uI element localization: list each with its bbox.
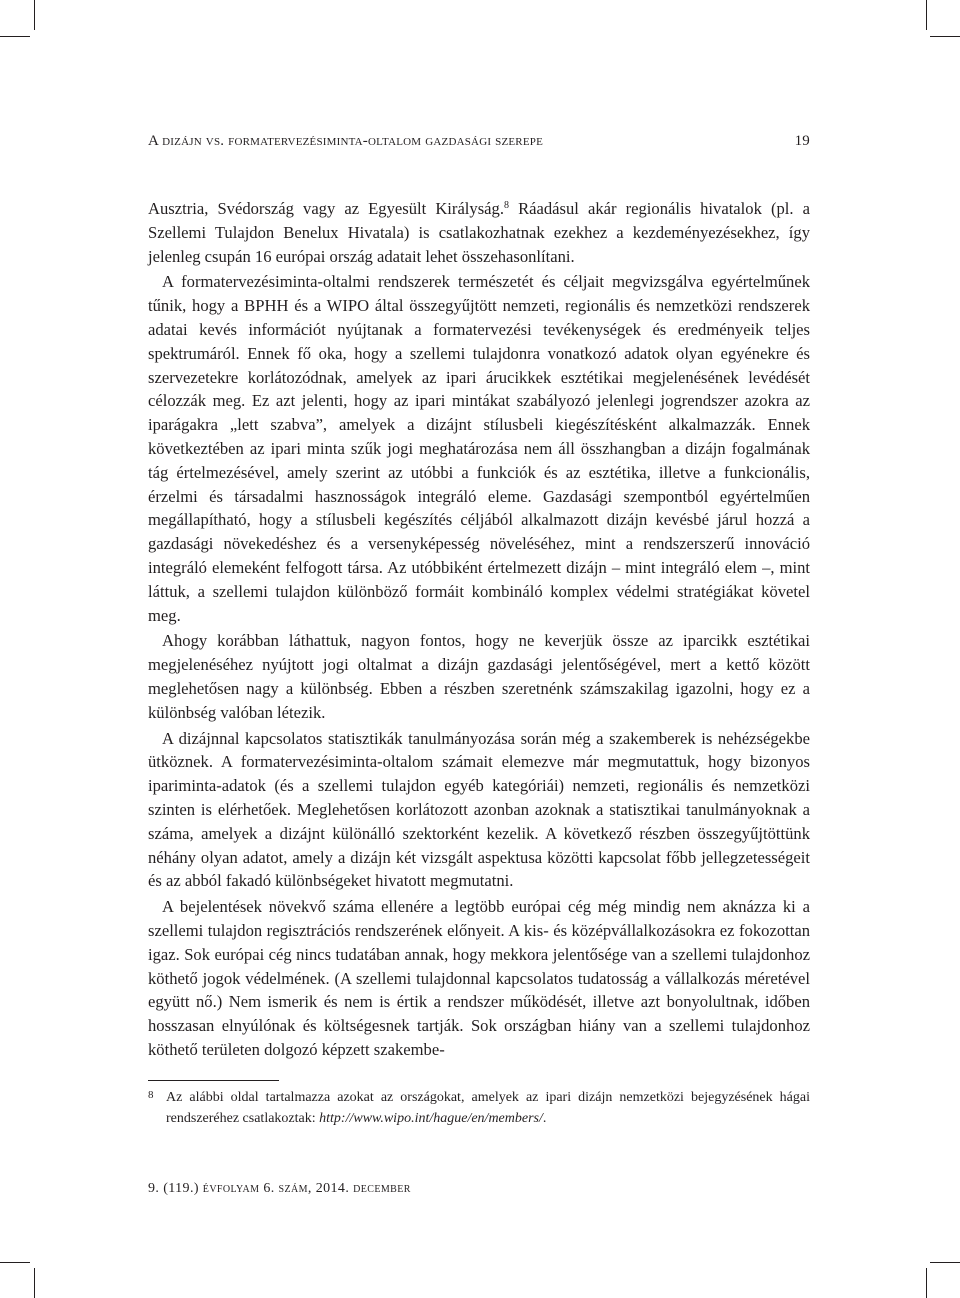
crop-mark xyxy=(34,0,35,30)
paragraph: A dizájnnal kapcsolatos statisztikák tanulmányozása során még a szakemberek is nehézségekbe ütköznek. A formatervezésiminta-oltalom számait elemezve már megmutattuk, hogy bizonyos ipariminta-adatok (és a szellemi tulajdon egyéb kategóriái) nemzeti, regionális és nemzetközi szinten is elérhetőek. Meglehetősen korlátozott azonban azoknak a statisztikai tanulmányoknak a száma, amelyek a dizájnt különálló szektorként kezelik. A következő részben összegyűjtöttünk néhány olyan adatot, amely a dizájn két vizsgált aspektusa közötti kapcsolat főbb jellegzetességeit és az abból fakadó különbségeket hivatott megmutatni. xyxy=(148,728,810,891)
crop-mark xyxy=(930,1262,960,1263)
paragraph-text: Ausztria, Svédország vagy az Egyesült Királyság. xyxy=(148,199,504,218)
paragraph: A bejelentések növekvő száma ellenére a legtöbb európai cég még mindig nem aknázza ki a szellemi tulajdon regisztrációs rendszerének előnyeit. A kis- és középvállalkozásokra ez fokozottan igaz. Sok európai cég nincs tudatában annak, hogy mekkora jelentősége van a szellemi tulajdonhoz köthető jogok védelmének. (A szellemi tulajdonnal kapcsolatos tudatosság a vállalkozás méretével együtt nő.) Nem ismerik és nem is értik a rendszer működését, illetve azt bonyolultnak, időben hosszasan elnyúlónak és költségesnek tartják. Sok országban hiány van a szellemi tulajdonhoz köthető területen dolgozó képzett szakembe- xyxy=(148,897,810,1059)
footnote-reference[interactable]: 8 xyxy=(503,200,509,211)
paragraph xyxy=(148,197,810,268)
crop-mark xyxy=(34,1268,35,1298)
footnote-end: . xyxy=(542,1111,547,1126)
crop-mark xyxy=(0,1262,30,1263)
footnote-number: 8 xyxy=(148,1089,154,1101)
running-head-title: A dizájn vs. formatervezésiminta-oltalom gazdasági szerepe xyxy=(148,133,543,149)
footnote xyxy=(148,1087,810,1129)
running-head xyxy=(148,133,810,155)
crop-mark xyxy=(926,0,927,30)
paragraph: Ahogy korábban láthattuk, nagyon fontos, hogy ne keverjük össze az iparcikk esztétikai megjelenéséhez nyújtott jogi oltalmat a dizájn gazdasági jelentőségével, mert a kettő között meglehetősen nagy a különbség. Ebben a részben szeretnénk számszakilag igazolni, hogy ez a különbség valóban létezik. xyxy=(148,631,810,722)
running-foot: 9. (119.) évfolyam 6. szám, 2014. december xyxy=(148,1181,411,1196)
crop-mark xyxy=(926,1268,927,1298)
crop-mark xyxy=(0,36,30,37)
footnote-link[interactable]: http://www.wipo.int/hague/en/members/ xyxy=(319,1111,543,1126)
paragraph-text: Ráadásul akár regionális hivatalok (pl. a Szellemi Tulajdon Benelux Hivatala) is csatlakozhatnak ezekhez a kezdeményezésekhez, így jelenleg csupán 16 európai ország adatait lehet összehasonlítani. xyxy=(148,199,810,266)
footnote-text xyxy=(166,1087,810,1129)
page-number: 19 xyxy=(794,133,810,149)
body-text xyxy=(148,197,810,1062)
footnote-divider xyxy=(148,1080,279,1081)
crop-mark xyxy=(930,36,960,37)
footnote-body: Az alábbi oldal tartalmazza azokat az országokat, amelyek az ipari dizájn nemzetközi bejegyzésének hágai rendszeréhez csatlakoztak: xyxy=(166,1090,810,1126)
paragraph: A formatervezésiminta-oltalmi rendszerek természetét és céljait megvizsgálva egyértelműnek tűnik, hogy a BPHH és a WIPO által összegyűjtött nemzeti, regionális és nemzetközi rendszerek adatai kevés információt nyújtanak a formatervezési tevékenységek és eredményeik teljes spektrumáról. Ennek fő oka, hogy a szellemi tulajdonra vonatkozó adatok olyan egyénekre és szervezetekre korlátozódnak, amelyek az ipari árucikkek esztétikai megjelenésének levédését célozzák meg. Ez azt jelenti, hogy az ipari mintákat szabályozó jelenlegi jogrendszer azokra az iparágakra „lett szabva”, amelyek a dizájnt stílusbeli kiegészítésként alkalmazzák. Ennek következtében az ipari minta szűk jogi meghatározása nem áll összhangban a dizájn fogalmának tág értelmezésével, amely szerint az utóbbi a funkciók és az esztétika, illetve a funkcionális, érzelmi és társadalmi hasznosságok integráló eleme. Gazdasági szempontból egyértelműen megállapítható, hogy a stílusbeli kegészítés céljából alkalmazott dizájn kevésbé járul hozzá a gazdasági növekedéshez és a versenyképesség növeléséhez, mint a rendszerszerű innováció integráló elemeként felfogott társa. Az utóbbiként értelmezett dizájn – mint integráló elem –, mint láttuk, a szellemi tulajdon különböző formáit kombináló komplex védelmi stratégiákat követel meg. xyxy=(148,272,810,625)
